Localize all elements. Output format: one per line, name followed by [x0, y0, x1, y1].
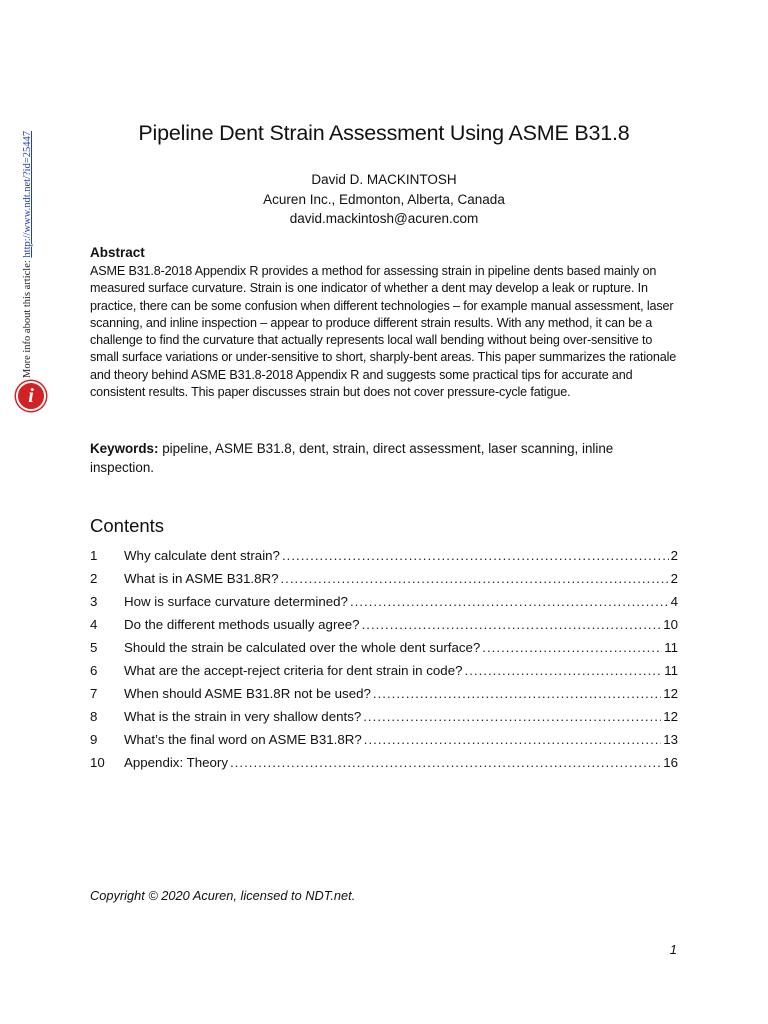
toc-page: 2 [670, 548, 678, 563]
toc-leader [364, 732, 661, 747]
abstract-heading: Abstract [90, 245, 145, 260]
info-icon[interactable]: i [16, 381, 46, 411]
toc-number: 10 [90, 755, 105, 770]
toc-title: Appendix: Theory [124, 755, 228, 770]
toc-page: 12 [663, 686, 678, 701]
toc-leader [280, 571, 668, 586]
toc-entry[interactable] [90, 709, 678, 732]
page-number: 1 [669, 942, 677, 957]
abstract-text: ASME B31.8-2018 Appendix R provides a method for assessing strain in pipeline dents based mainly on measured surface curvature. Strain is one indicator of whether a dent may develop a leak or rupture. In practice, there can be some confusion when different technologies – for example manual assessment, laser scanning, and inline inspection – appear to produce different strain results. With any method, it can be a challenge to find the curvature that actually represents local wall bending without being over-sensitive to small surface variations or under-sensitive to short, sharply-bent areas. This paper summarizes the rationale and theory behind ASME B31.8-2018 Appendix R and suggests some practical tips for accurate and consistent results. This paper discusses strain but does not cover pressure-cycle fatigue. [90, 264, 677, 400]
toc-title: How is surface curvature determined? [124, 594, 348, 609]
toc-title: What is the strain in very shallow dents? [124, 709, 362, 724]
author-email: david.mackintosh@acuren.com [289, 211, 479, 226]
contents-heading: Contents [90, 515, 165, 536]
paper-title: Pipeline Dent Strain Assessment Using ASME B31.8 [138, 121, 630, 145]
copyright-notice: Copyright © 2020 Acuren, licensed to NDT.net. [90, 888, 356, 903]
toc-title: Why calculate dent strain? [124, 548, 280, 563]
toc-title: What is in ASME B31.8R? [124, 571, 279, 586]
toc-entry[interactable] [90, 571, 678, 594]
keywords [90, 439, 678, 477]
toc-entry[interactable] [90, 686, 678, 709]
toc-leader [373, 686, 661, 701]
toc-page: 13 [663, 732, 678, 747]
toc-leader [465, 663, 663, 678]
toc-page: 2 [670, 571, 678, 586]
toc-number: 7 [90, 686, 98, 701]
toc-leader [362, 617, 662, 632]
more-info-label: More info about this article: [22, 257, 33, 378]
toc-entry[interactable] [90, 617, 678, 640]
toc-page: 16 [663, 755, 678, 770]
more-info-sidebar [22, 118, 33, 378]
toc-title: What are the accept-reject criteria for dent strain in code? [124, 663, 463, 678]
toc-leader [230, 755, 661, 770]
toc-leader [363, 709, 661, 724]
toc-entry[interactable] [90, 663, 678, 686]
toc-page: 10 [663, 617, 678, 632]
toc-number: 3 [90, 594, 98, 609]
toc-number: 9 [90, 732, 98, 747]
table-of-contents [90, 548, 678, 778]
toc-leader [482, 640, 662, 655]
toc-entry[interactable] [90, 640, 678, 663]
toc-leader [282, 548, 669, 563]
keywords-label: Keywords: [90, 441, 159, 456]
toc-page: 4 [670, 594, 678, 609]
toc-entry[interactable] [90, 594, 678, 617]
toc-title: What’s the final word on ASME B31.8R? [124, 732, 362, 747]
toc-entry[interactable] [90, 548, 678, 571]
more-info-link[interactable]: http://www.ndt.net/?id=25447 [22, 130, 33, 258]
toc-title: Should the strain be calculated over the whole dent surface? [124, 640, 481, 655]
toc-entry[interactable] [90, 755, 678, 778]
toc-page: 12 [663, 709, 678, 724]
toc-title: Do the different methods usually agree? [124, 617, 360, 632]
toc-title: When should ASME B31.8R not be used? [124, 686, 371, 701]
author-name: David D. MACKINTOSH [311, 172, 457, 187]
toc-page: 11 [664, 663, 678, 678]
toc-number: 5 [90, 640, 98, 655]
toc-number: 8 [90, 709, 98, 724]
toc-number: 1 [90, 548, 98, 563]
author-affiliation: Acuren Inc., Edmonton, Alberta, Canada [263, 191, 505, 207]
toc-leader [350, 594, 669, 609]
keywords-text: pipeline, ASME B31.8, dent, strain, direct assessment, laser scanning, inline inspection. [90, 441, 614, 475]
toc-number: 4 [90, 617, 98, 632]
toc-number: 6 [90, 663, 98, 678]
toc-number: 2 [90, 571, 98, 586]
toc-entry[interactable] [90, 732, 678, 755]
author-block [90, 170, 678, 229]
toc-page: 11 [664, 640, 678, 655]
